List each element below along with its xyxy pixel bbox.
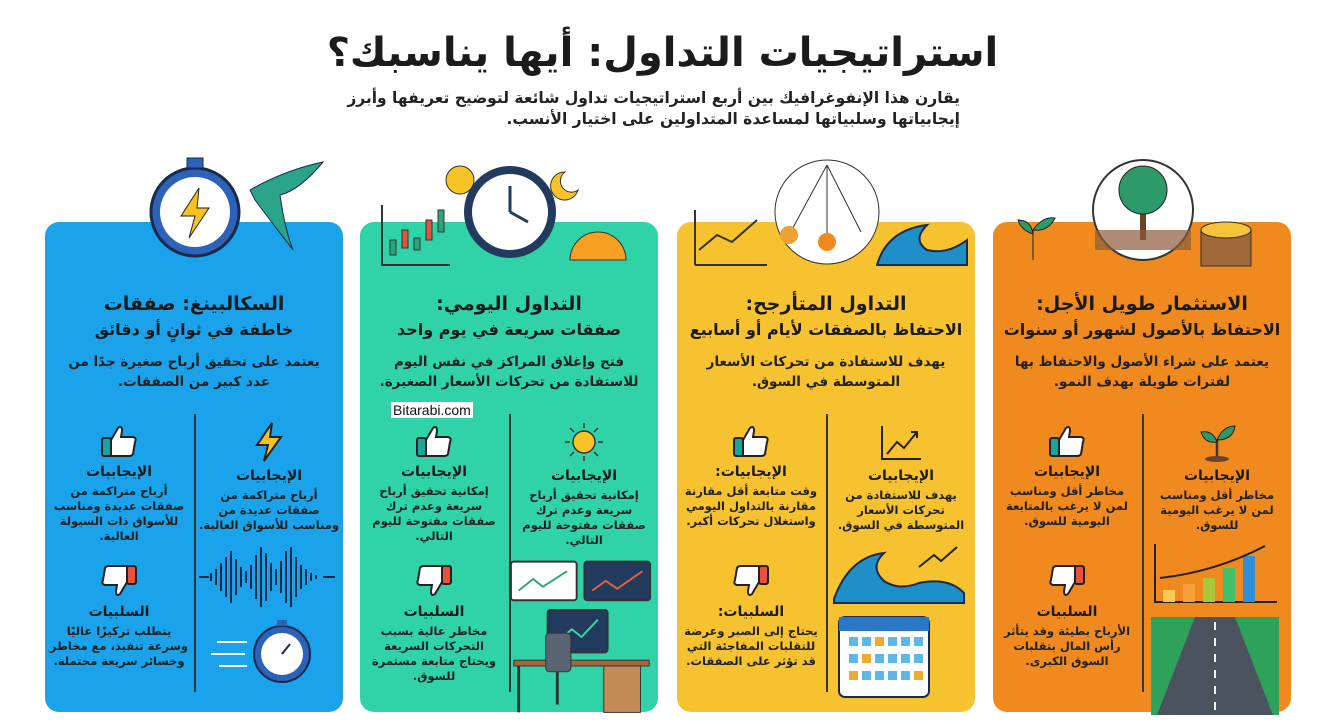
- pros-section: [681, 418, 821, 529]
- pros-text: وقت متابعة أقل مقارنة مقارنة بالتداول اليومي واستغلال تحركات أكبر.: [684, 484, 818, 528]
- wave-and-calendar-icon: [829, 537, 969, 707]
- card-title: [360, 292, 658, 342]
- growth-chart-and-road-icon: [1145, 542, 1285, 717]
- right-heading: الإيجابيات: [1183, 468, 1251, 484]
- sprout-icon: [1147, 422, 1287, 462]
- cons-text: يحتاج إلى الصبر وعرضة للتقلبات المفاجئة التي قد تؤثر على الصفقات.: [684, 624, 818, 668]
- pros-text: مخاطر أقل ومناسب لمن لا يرغب بالمتابعة اليومية للسوق.: [1006, 484, 1128, 528]
- thumbs-down-icon: [681, 558, 821, 598]
- header-illustration-long: [993, 150, 1291, 275]
- strategy-card-day: [360, 222, 658, 712]
- right-column: [514, 422, 654, 548]
- card-title-text: التداول المتأرجح:: [745, 293, 907, 315]
- cons-section: [997, 558, 1137, 669]
- card-description: يعتمد على شراء الأصول والاحتفاظ بها لفترات طويلة بهدف النمو.: [1014, 354, 1270, 390]
- pros-section: [364, 418, 504, 544]
- right-column: [199, 422, 339, 533]
- right-text: إمكانية تحقيق أرباح سريعة وعدم ترك صفقات مفتوحة لليوم التالي.: [522, 488, 646, 547]
- thumbs-down-icon: [364, 558, 504, 598]
- cons-text: الأرباح بطيئة وقد يتأثر رأس المال بتقلبات السوق الكبرى.: [1003, 624, 1131, 668]
- pros-section: [997, 418, 1137, 529]
- illustration: [194, 542, 339, 692]
- right-text: مخاطر أقل ومناسب لمن لا يرغب اليومية للسوق.: [1159, 488, 1275, 532]
- cons-heading: السلبيات: [403, 604, 465, 620]
- lightning-icon: [199, 422, 339, 462]
- card-title-text: الاستثمار طويل الأجل:: [1036, 293, 1248, 315]
- pros-heading: الإيجابيات: [400, 464, 468, 480]
- page-subtitle: يقارن هذا الإنفوغرافيك بين أربع استراتيجيات تداول شائعة لتوضيح تعريفها وأبرز إيجابياتها وسلبياتها لمساعدة المتداولين على اختيار الأنسب.: [347, 89, 960, 128]
- header-illustration-swing: [677, 150, 975, 275]
- header-illustration-day: [360, 150, 658, 275]
- thumbs-down-icon: [997, 558, 1137, 598]
- card-description: يهدف للاستفادة من تحركات الأسعار المتوسطة في السوق.: [706, 354, 946, 390]
- cons-heading: السلبيات: [88, 604, 150, 620]
- sun-icon: [514, 422, 654, 462]
- cons-heading: السلبيات: [1036, 604, 1098, 620]
- right-heading: الإيجابيات: [867, 468, 935, 484]
- trend-chart-icon: [831, 422, 971, 462]
- card-description: فتح وإغلاق المراكز في نفس اليوم للاستفادة من تحركات الأسعار الصغيرة.: [379, 354, 639, 390]
- right-heading: الإيجابيات: [235, 468, 303, 484]
- pros-section: [49, 418, 189, 544]
- cons-section: [49, 558, 189, 669]
- cons-section: [681, 558, 821, 669]
- thumbs-up-icon: [49, 418, 189, 458]
- card-title: [45, 292, 343, 342]
- pros-heading: الإيجابيات:: [715, 464, 787, 480]
- card-title-text: السكالبينغ: صفقات: [103, 293, 285, 315]
- card-subtitle: صفقات سريعة في يوم واحد: [397, 320, 621, 339]
- strategy-card-long: [993, 222, 1291, 712]
- thumbs-up-icon: [364, 418, 504, 458]
- strategy-card-scalping: [45, 222, 343, 712]
- charts-and-desk-icon: [509, 557, 654, 717]
- header-illustration-scalping: [45, 150, 343, 275]
- card-description: يعتمد على تحقيق أرباح صغيرة جدًا من عدد كبير من الصفقات.: [68, 354, 320, 390]
- thumbs-down-icon: [49, 558, 189, 598]
- illustration: [509, 557, 654, 717]
- right-text: يهدف للاستفادة من تحركات الأسعار المتوسطة في السوق.: [837, 488, 965, 532]
- cons-text: يتطلب تركيزًا عاليًا وسرعة تنفيذ، مع مخاطر وخسائر سريعة محتملة.: [49, 624, 189, 668]
- right-column: [831, 422, 971, 533]
- pros-text: إمكانية تحقيق أرباح سريعة وعدم ترك صفقات مفتوحة لليوم التالي.: [372, 484, 496, 543]
- thumbs-up-icon: [997, 418, 1137, 458]
- page-title: استراتيجيات التداول: أيها يناسبك؟: [326, 30, 999, 76]
- thumbs-up-icon: [681, 418, 821, 458]
- right-column: [1147, 422, 1287, 533]
- right-heading: الإيجابيات: [550, 468, 618, 484]
- card-subtitle: الاحتفاظ بالصفقات لأيام أو أسابيع: [689, 320, 963, 339]
- sound-wave-and-stopwatch-icon: [197, 542, 337, 692]
- pros-text: أرباح متراكمة من صفقات عديدة ومناسب للأسواق ذات السيولة العالية.: [53, 484, 185, 543]
- strategy-card-swing: [677, 222, 975, 712]
- card-title: [993, 292, 1291, 342]
- card-title: [677, 292, 975, 342]
- watermark: Bitarabi.com: [393, 402, 471, 418]
- cons-text: مخاطر عالية بسبب التحركات السريعة ويحتاج متابعة مستمرة للسوق.: [371, 624, 497, 683]
- cons-heading: السلبيات:: [717, 604, 785, 620]
- pros-heading: الإيجابيات: [1033, 464, 1101, 480]
- card-title-text: التداول اليومي:: [436, 293, 582, 315]
- illustration: [826, 537, 971, 707]
- pros-heading: الإيجابيات: [85, 464, 153, 480]
- illustration: [1142, 542, 1287, 717]
- card-subtitle: خاطفة في ثوانٍ أو دقائق: [94, 320, 294, 339]
- right-text: أرباح متراكمة من صفقات عديدة من ومناسب للأسواق العالية.: [199, 488, 339, 532]
- cons-section: [364, 558, 504, 684]
- card-subtitle: الاحتفاظ بالأصول لشهور أو سنوات: [1003, 320, 1281, 339]
